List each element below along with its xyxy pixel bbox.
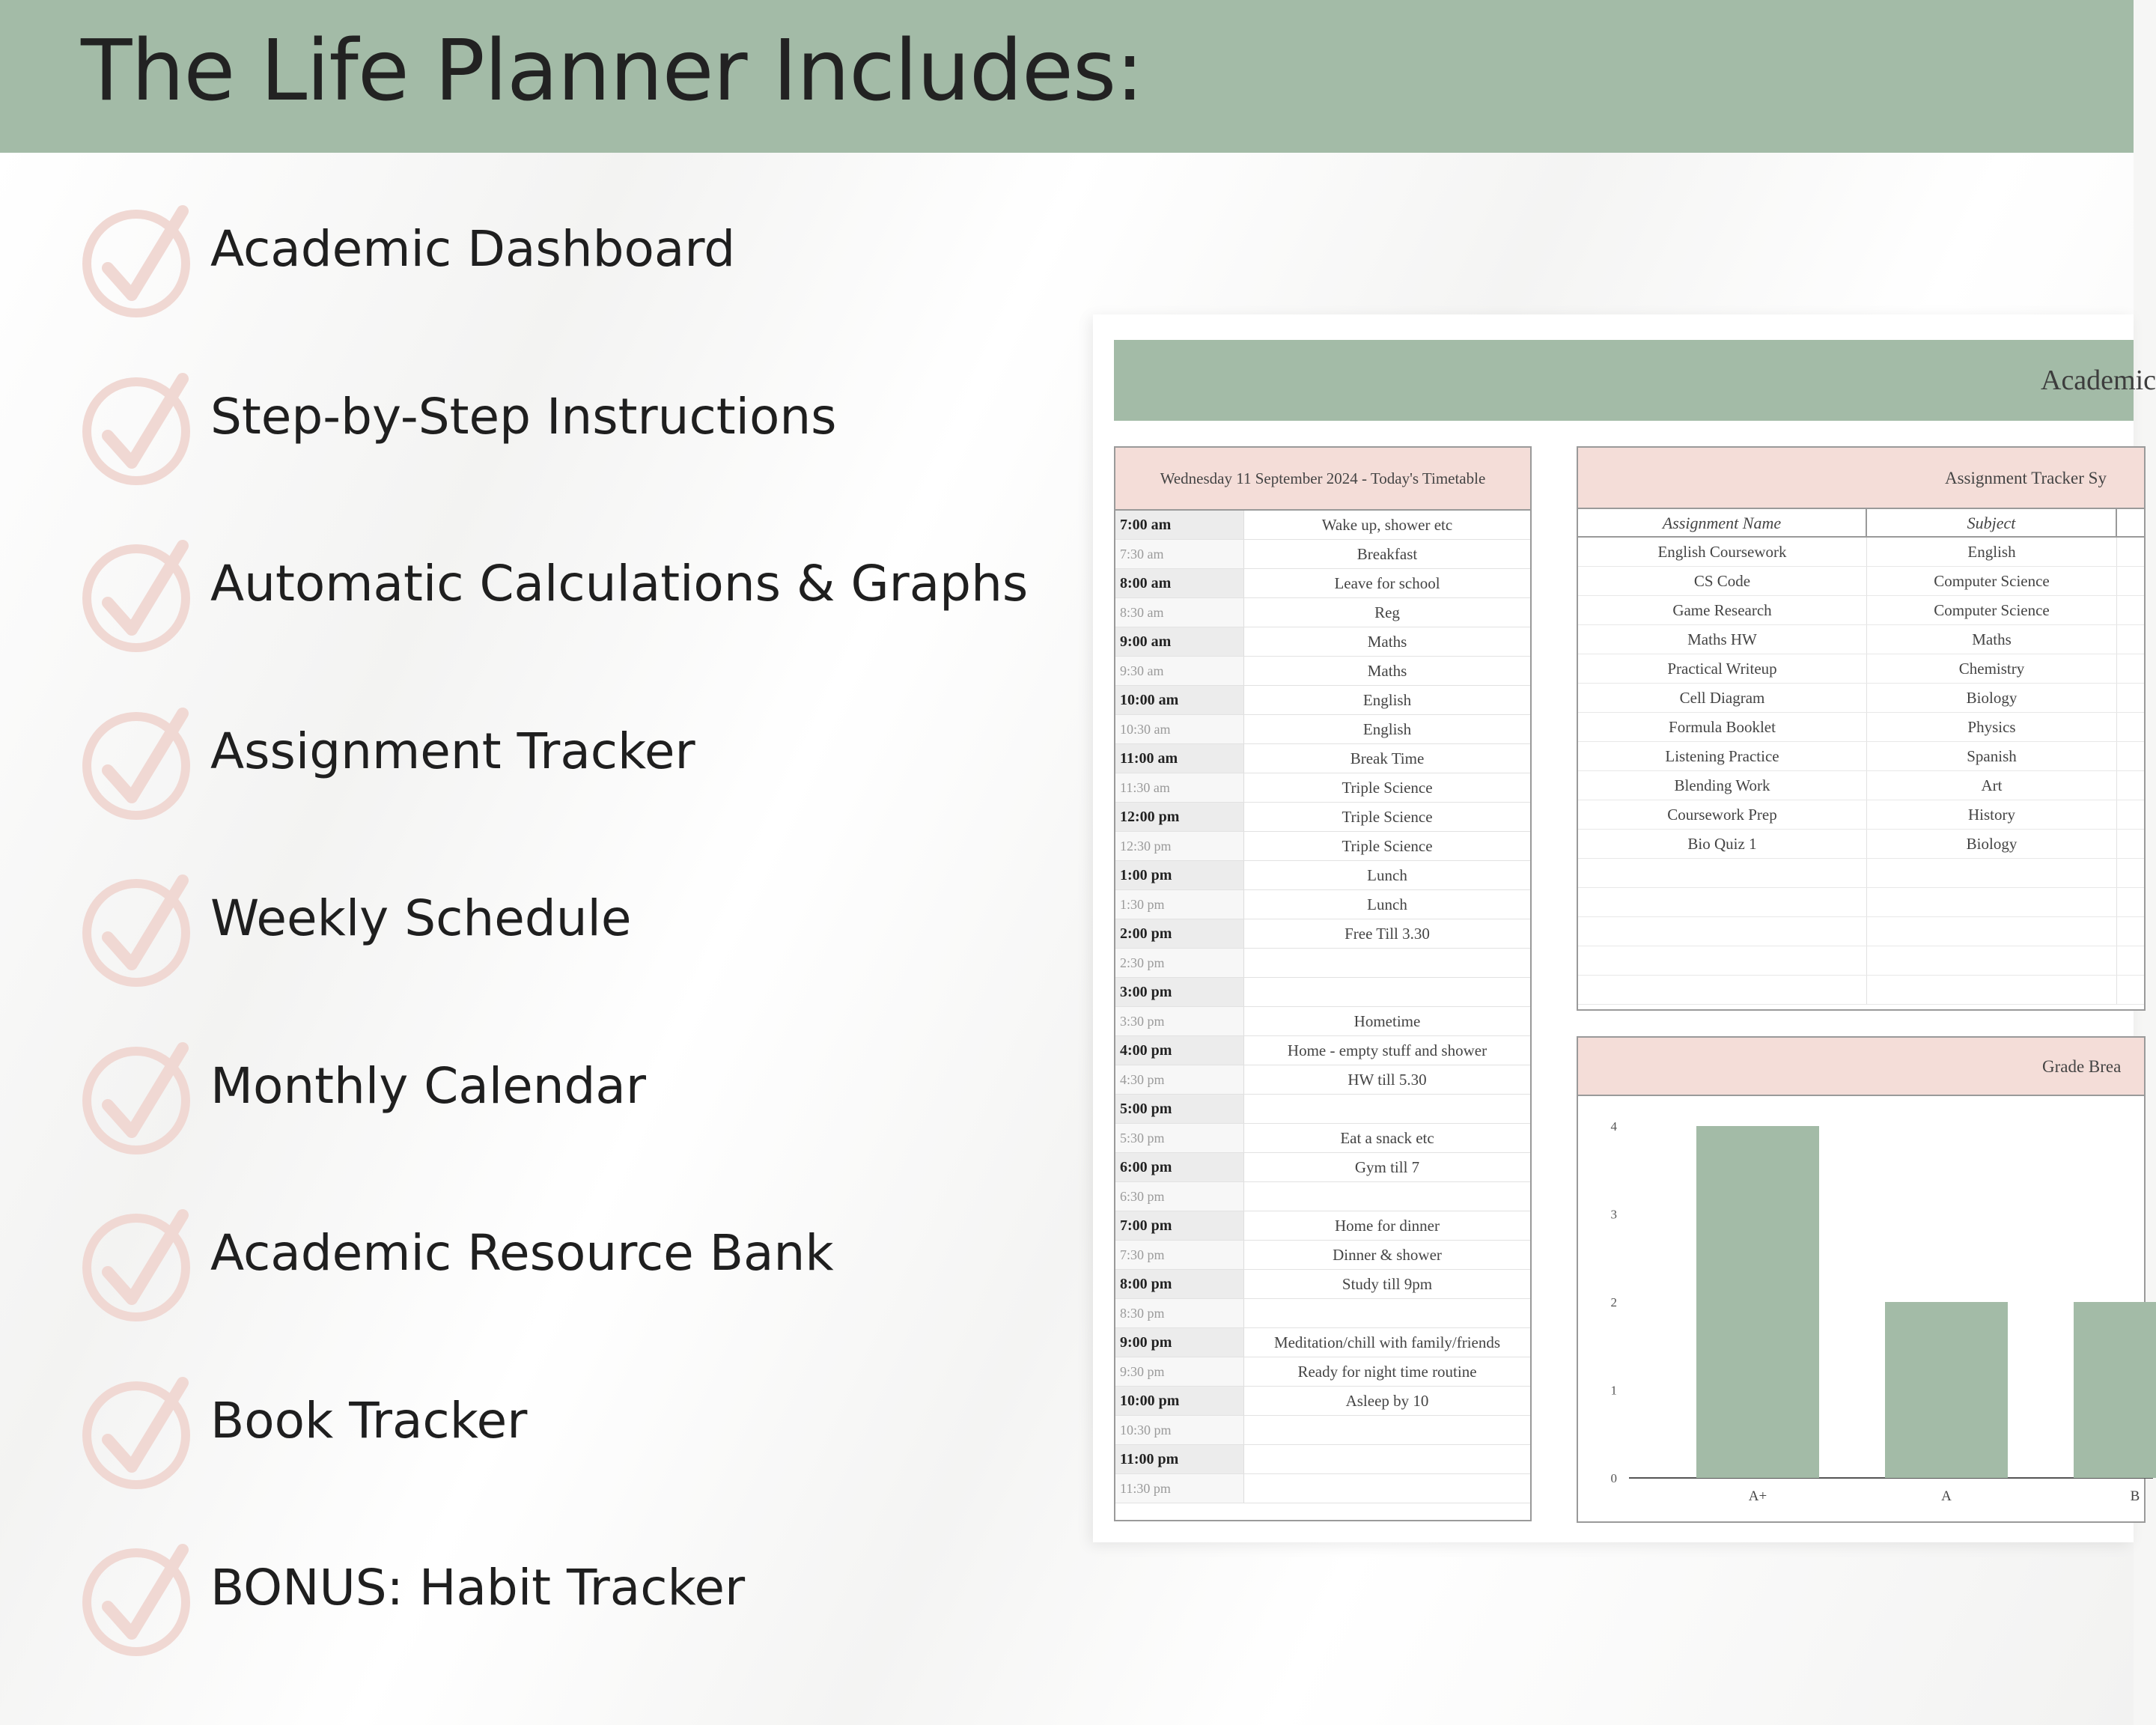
timetable-row (1115, 744, 1530, 773)
timetable-time: 3:30 pm (1115, 1007, 1244, 1035)
timetable-time: 12:30 pm (1115, 832, 1244, 860)
timetable-activity: Dinner & shower (1333, 1246, 1442, 1264)
timetable-time: 9:30 pm (1115, 1357, 1244, 1386)
timetable-activity: Maths (1367, 662, 1407, 680)
timetable-row (1115, 773, 1530, 803)
checkmark-circle-icon (79, 1036, 199, 1156)
feature-item (79, 1538, 1053, 1658)
timetable-activity: Free Till 3.30 (1345, 925, 1430, 943)
assignment-name: CS Code (1578, 567, 1867, 595)
feature-label: Monthly Calendar (210, 1056, 647, 1115)
timetable-time: 2:30 pm (1115, 949, 1244, 977)
x-tick-label: A+ (1748, 1488, 1767, 1504)
grade-breakdown (1577, 1036, 2146, 1523)
assignment-name: Listening Practice (1578, 742, 1867, 770)
checkmark-circle-icon (79, 199, 199, 319)
timetable-row (1115, 1387, 1530, 1416)
dashboard-title: Academic (2041, 365, 2156, 396)
y-tick-label: 0 (1610, 1471, 1617, 1485)
timetable-time: 9:00 pm (1115, 1328, 1244, 1357)
grade-bar (1696, 1126, 1819, 1478)
feature-label: Book Tracker (210, 1391, 528, 1449)
timetable-activity (1244, 1182, 1530, 1211)
timetable-row (1115, 919, 1530, 949)
timetable-time: 9:00 am (1115, 627, 1244, 656)
timetable-activity: Leave for school (1334, 574, 1440, 592)
timetable-row (1115, 1416, 1530, 1445)
assignment-row (1578, 567, 2144, 596)
timetable-time: 11:30 pm (1115, 1474, 1244, 1503)
feature-label: Academic Resource Bank (210, 1224, 834, 1282)
feature-item (79, 199, 1053, 319)
timetable-activity: Break Time (1350, 749, 1425, 767)
timetable-activity: Lunch (1367, 895, 1407, 913)
timetable-time: 8:00 am (1115, 569, 1244, 597)
timetable-activity: Asleep by 10 (1345, 1392, 1429, 1410)
timetable-activity: Triple Science (1342, 779, 1433, 797)
checkmark-circle-icon (79, 702, 199, 821)
timetable-activity: Wake up, shower etc (1321, 516, 1453, 534)
timetable-activity: Study till 9pm (1342, 1275, 1433, 1293)
timetable-row (1115, 540, 1530, 569)
assignment-subject (1867, 976, 2117, 1004)
assignment-subject: Chemistry (1867, 654, 2117, 683)
feature-item (79, 1371, 1053, 1491)
feature-label: Step-by-Step Instructions (210, 387, 837, 445)
y-tick-label: 4 (1610, 1119, 1617, 1134)
timetable-time: 4:00 pm (1115, 1036, 1244, 1065)
y-tick-label: 1 (1610, 1383, 1617, 1398)
feature-item (79, 702, 1053, 821)
timetable-time: 8:30 am (1115, 598, 1244, 627)
feature-label: Academic Dashboard (210, 220, 736, 278)
assignment-name (1578, 976, 1867, 1004)
timetable-row (1115, 1328, 1530, 1357)
timetable-row (1115, 1095, 1530, 1124)
assignment-row (1578, 684, 2144, 713)
grade-bar (1885, 1302, 2008, 1478)
assignment-subject: Biology (1867, 684, 2117, 712)
timetable-row (1115, 598, 1530, 627)
assignment-row (1578, 976, 2144, 1005)
feature-label: Weekly Schedule (210, 889, 632, 947)
timetable-row (1115, 657, 1530, 686)
assignment-row (1578, 742, 2144, 771)
assignment-subject (1867, 888, 2117, 916)
assignment-row (1578, 830, 2144, 859)
timetable-row (1115, 1153, 1530, 1182)
y-tick-label: 3 (1610, 1207, 1617, 1222)
feature-label: Automatic Calculations & Graphs (210, 555, 1029, 612)
assignment-subject: Art (1867, 771, 2117, 800)
timetable-time: 10:00 am (1115, 686, 1244, 714)
assignment-name: Bio Quiz 1 (1578, 830, 1867, 858)
timetable-row (1115, 803, 1530, 832)
timetable-row (1115, 1036, 1530, 1065)
timetable-row (1115, 861, 1530, 890)
timetable-activity: Eat a snack etc (1340, 1129, 1434, 1147)
assignment-subject: Computer Science (1867, 567, 2117, 595)
checkmark-circle-icon (79, 367, 199, 487)
timetable-row (1115, 1474, 1530, 1503)
feature-item (79, 1203, 1053, 1323)
timetable-row (1115, 1299, 1530, 1328)
checkmark-circle-icon (79, 868, 199, 988)
assignment-row (1578, 596, 2144, 625)
timetable-activity: Hometime (1353, 1012, 1421, 1030)
timetable-row (1115, 1270, 1530, 1299)
timetable-activity (1244, 1474, 1530, 1503)
timetable-time: 5:30 pm (1115, 1124, 1244, 1152)
grade-bar-chart (1578, 1096, 2147, 1523)
timetable-row (1115, 1007, 1530, 1036)
feature-item (79, 1036, 1053, 1156)
feature-item (79, 534, 1053, 654)
timetable-rows (1115, 511, 1530, 1503)
timetable-activity: Reg (1374, 603, 1400, 621)
timetable-time: 10:30 am (1115, 715, 1244, 743)
timetable-time: 8:30 pm (1115, 1299, 1244, 1327)
timetable-row (1115, 1241, 1530, 1270)
assignment-tracker (1577, 446, 2146, 1011)
timetable-activity (1244, 1416, 1530, 1444)
timetable-row (1115, 715, 1530, 744)
timetable-row (1115, 978, 1530, 1007)
timetable-row (1115, 1182, 1530, 1211)
feature-item (79, 868, 1053, 988)
assignment-name: Coursework Prep (1578, 800, 1867, 829)
assignment-row (1578, 859, 2144, 888)
timetable-time: 4:30 pm (1115, 1065, 1244, 1094)
timetable-activity: Ready for night time routine (1297, 1363, 1477, 1381)
timetable-time: 12:00 pm (1115, 803, 1244, 831)
assignment-name: Game Research (1578, 596, 1867, 624)
assignment-subject: Maths (1867, 625, 2117, 654)
dashboard-header (1114, 340, 2156, 421)
timetable-row (1115, 1124, 1530, 1153)
timetable-activity: Lunch (1367, 866, 1407, 884)
x-tick-label: B (2130, 1488, 2140, 1504)
timetable-row (1115, 686, 1530, 715)
timetable-time: 8:00 pm (1115, 1270, 1244, 1298)
timetable-time: 7:30 pm (1115, 1241, 1244, 1269)
timetable-activity: HW till 5.30 (1348, 1071, 1427, 1089)
timetable-activity: Maths (1367, 633, 1407, 651)
timetable-time: 10:00 pm (1115, 1387, 1244, 1415)
assignment-name: Cell Diagram (1578, 684, 1867, 712)
assignment-name (1578, 859, 1867, 887)
assignment-row (1578, 654, 2144, 684)
timetable-time: 6:30 pm (1115, 1182, 1244, 1211)
assignment-name (1578, 917, 1867, 946)
timetable-activity (1244, 1095, 1530, 1123)
grade-bar (2074, 1302, 2156, 1478)
checkmark-circle-icon (79, 1371, 199, 1491)
column-assignment-name: Assignment Name (1578, 509, 1867, 536)
timetable-time: 10:30 pm (1115, 1416, 1244, 1444)
assignment-row (1578, 538, 2144, 567)
timetable-row (1115, 1445, 1530, 1474)
assignment-subject (1867, 917, 2117, 946)
timetable-time: 1:00 pm (1115, 861, 1244, 889)
feature-label: Assignment Tracker (210, 722, 695, 780)
assignment-name: English Coursework (1578, 538, 1867, 566)
header-band (0, 0, 2134, 153)
column-subject: Subject (1867, 509, 2117, 536)
timetable-row (1115, 890, 1530, 919)
timetable-activity: Home for dinner (1335, 1217, 1440, 1235)
assignment-subject: Biology (1867, 830, 2117, 858)
timetable-time: 7:30 am (1115, 540, 1244, 568)
timetable-row (1115, 627, 1530, 657)
assignment-row (1578, 713, 2144, 742)
timetable-row (1115, 1065, 1530, 1095)
timetable-heading: Wednesday 11 September 2024 - Today's Timetable (1115, 448, 1530, 511)
grade-breakdown-heading: Grade Brea (1578, 1038, 2144, 1096)
timetable-time: 2:00 pm (1115, 919, 1244, 948)
assignment-name: Maths HW (1578, 625, 1867, 654)
timetable-activity (1244, 1445, 1530, 1473)
academic-dashboard-preview (1093, 314, 2156, 1542)
timetable-time: 11:30 am (1115, 773, 1244, 802)
assignment-subject (1867, 946, 2117, 975)
assignment-name: Formula Booklet (1578, 713, 1867, 741)
timetable-row (1115, 832, 1530, 861)
timetable-activity (1244, 949, 1530, 977)
timetable-activity: English (1362, 720, 1412, 738)
assignment-subject: English (1867, 538, 2117, 566)
timetable-row (1115, 949, 1530, 978)
timetable-time: 5:00 pm (1115, 1095, 1244, 1123)
timetable-activity: Gym till 7 (1354, 1158, 1420, 1176)
timetable-time: 11:00 am (1115, 744, 1244, 773)
assignment-name: Blending Work (1578, 771, 1867, 800)
assignment-subject: Physics (1867, 713, 2117, 741)
timetable-row (1115, 1211, 1530, 1241)
timetable-activity: Triple Science (1342, 837, 1433, 855)
timetable-activity (1244, 1299, 1530, 1327)
timetable-activity: Triple Science (1342, 808, 1433, 826)
assignment-row (1578, 917, 2144, 946)
assignment-name (1578, 946, 1867, 975)
timetable-time: 9:30 am (1115, 657, 1244, 685)
timetable-activity (1244, 978, 1530, 1006)
timetable-time: 3:00 pm (1115, 978, 1244, 1006)
assignment-row (1578, 771, 2144, 800)
assignment-subject: Computer Science (1867, 596, 2117, 624)
timetable-row (1115, 1357, 1530, 1387)
checkmark-circle-icon (79, 1538, 199, 1658)
assignment-rows (1578, 538, 2144, 1005)
timetable-time: 7:00 am (1115, 511, 1244, 539)
timetable-activity: Meditation/chill with family/friends (1273, 1333, 1501, 1351)
x-tick-label: A (1941, 1488, 1952, 1504)
timetable-time: 11:00 pm (1115, 1445, 1244, 1473)
assignment-row (1578, 625, 2144, 654)
assignment-row (1578, 888, 2144, 917)
y-tick-label: 2 (1610, 1295, 1617, 1309)
assignment-row (1578, 800, 2144, 830)
checkmark-circle-icon (79, 534, 199, 654)
feature-item (79, 367, 1053, 487)
assignment-name (1578, 888, 1867, 916)
assignment-row (1578, 946, 2144, 976)
timetable (1114, 446, 1532, 1521)
assignment-subject: History (1867, 800, 2117, 829)
page-title: The Life Planner Includes: (81, 22, 1143, 120)
timetable-activity: Breakfast (1356, 545, 1418, 563)
timetable-activity: Home - empty stuff and shower (1287, 1041, 1487, 1059)
timetable-time: 7:00 pm (1115, 1211, 1244, 1240)
assignment-columns (1578, 509, 2144, 538)
timetable-activity: English (1362, 691, 1412, 709)
timetable-time: 6:00 pm (1115, 1153, 1244, 1181)
assignment-subject (1867, 859, 2117, 887)
feature-label: BONUS: Habit Tracker (210, 1559, 746, 1616)
timetable-row (1115, 569, 1530, 598)
assignment-tracker-heading: Assignment Tracker Sy (1578, 448, 2144, 509)
timetable-time: 1:30 pm (1115, 890, 1244, 919)
timetable-row (1115, 511, 1530, 540)
checkmark-circle-icon (79, 1203, 199, 1323)
assignment-subject: Spanish (1867, 742, 2117, 770)
assignment-name: Practical Writeup (1578, 654, 1867, 683)
